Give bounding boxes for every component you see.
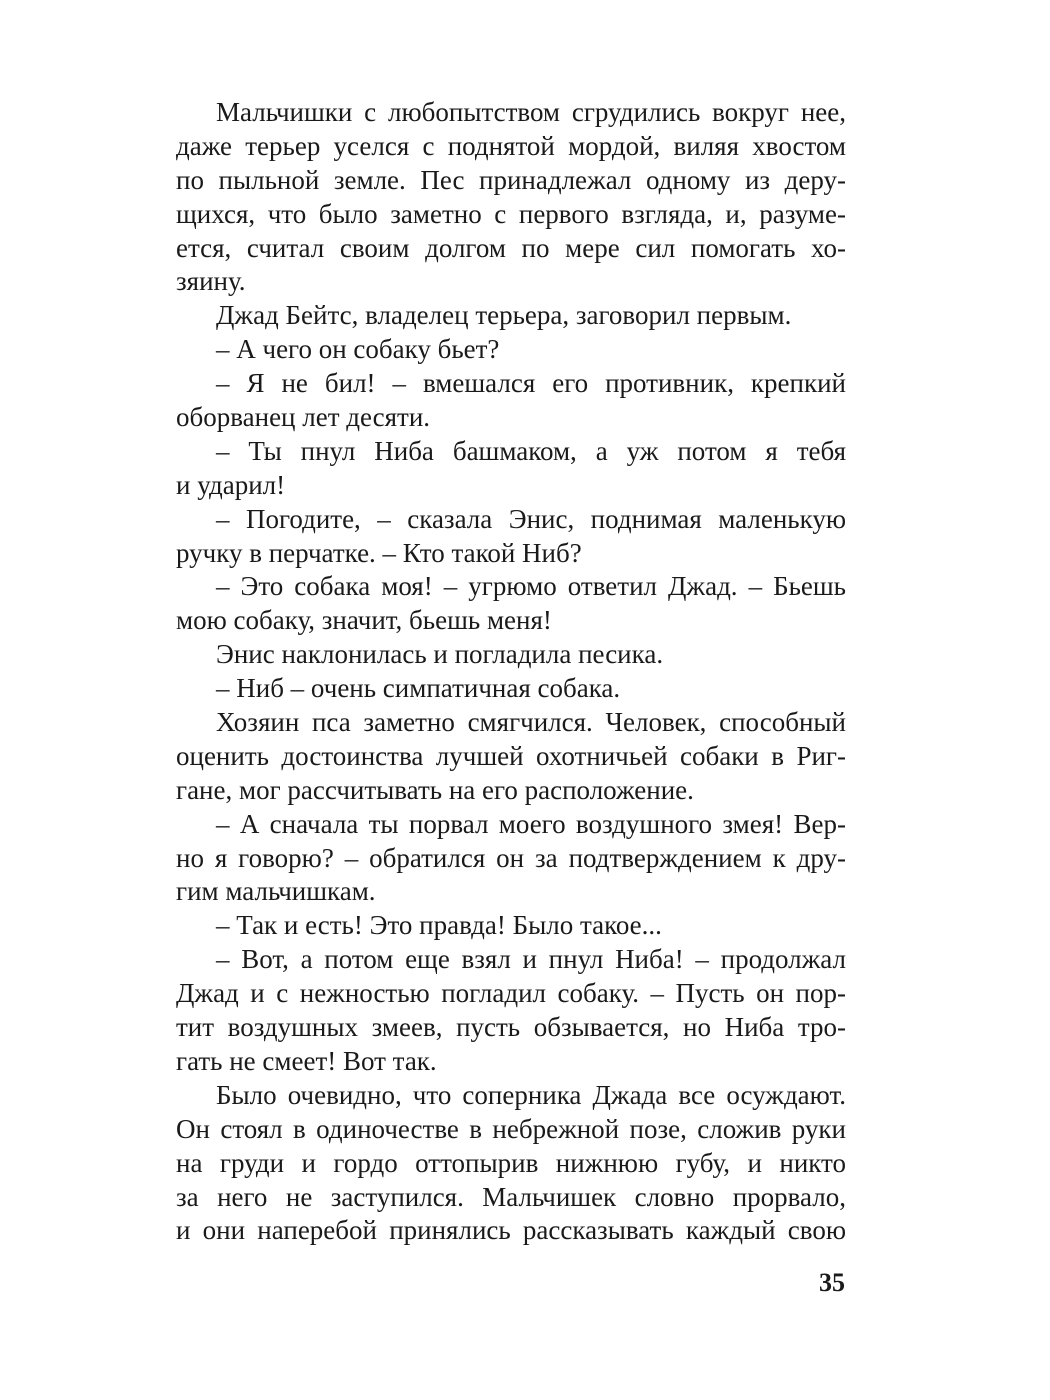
text-line: тит воздушных змеев, пусть обзывается, но Ниба тро-: [176, 1012, 846, 1043]
text-line: – А чего он собаку бьет?: [216, 334, 500, 365]
text-line: Он стоял в одиночестве в небрежной позе, сложив руки: [176, 1113, 846, 1144]
text-line: оценить достоинства лучшей охотничьей собаки в Риг-: [176, 740, 846, 771]
text-line: – Ниб – очень симпатичная собака.: [216, 673, 621, 704]
text-line: даже терьер уселся с поднятой мордой, виляя хвостом: [176, 130, 846, 161]
text-line: на груди и гордо оттопырив нижнюю губу, и никто: [176, 1147, 846, 1178]
text-line: ется, считал своим долгом по мере сил помогать хо-: [176, 232, 846, 263]
page-number: 35: [819, 1268, 845, 1297]
text-line: гане, мог рассчитывать на его расположение.: [176, 774, 694, 805]
text-line: – А сначала ты порвал моего воздушного змея! Вер-: [216, 808, 846, 839]
text-line: ручку в перчатке. – Кто такой Ниб?: [176, 537, 582, 568]
text-line: Хозяин пса заметно смягчился. Человек, способный: [216, 707, 846, 738]
text-line: зяину.: [176, 266, 246, 297]
page-text: [176, 96, 846, 1248]
text-line: за него не заступился. Мальчишек словно прорвало,: [176, 1181, 846, 1212]
text-line: по пыльной земле. Пес принадлежал одному из деру-: [176, 164, 846, 195]
text-line: щихся, что было заметно с первого взгляда, и, разуме-: [176, 198, 846, 229]
text-line: Джад и с нежностью погладил собаку. – Пусть он пор-: [176, 978, 846, 1009]
text-line: Мальчишки с любопытством сгрудились вокруг нее,: [216, 97, 846, 127]
text-line: мою собаку, значит, бьешь меня!: [176, 605, 552, 636]
text-line: – Это собака моя! – угрюмо ответил Джад. – Бьешь: [216, 571, 846, 602]
text-line: оборванец лет десяти.: [176, 402, 431, 433]
text-line: Энис наклонилась и погладила песика.: [216, 639, 664, 670]
text-line: и они наперебой принялись рассказывать каждый свою: [176, 1215, 846, 1246]
text-line: – Вот, а потом еще взял и пнул Ниба! – продолжал: [216, 944, 846, 975]
text-line: – Так и есть! Это правда! Было такое...: [216, 910, 662, 941]
text-line: гим мальчишкам.: [176, 876, 376, 907]
text-line: – Ты пнул Ниба башмаком, а уж потом я тебя: [216, 435, 846, 466]
text-line: гать не смеет! Вот так.: [176, 1045, 437, 1076]
text-line: – Погодите, – сказала Энис, поднимая маленькую: [216, 503, 846, 534]
text-line: но я говорю? – обратился он за подтверждением к дру-: [176, 842, 846, 873]
text-line: – Я не бил! – вмешался его противник, крепкий: [216, 368, 846, 399]
text-line: Было очевидно, что соперника Джада все осуждают.: [216, 1079, 846, 1110]
text-line: Джад Бейтс, владелец терьера, заговорил первым.: [216, 300, 792, 331]
text-line: и ударил!: [176, 469, 286, 500]
